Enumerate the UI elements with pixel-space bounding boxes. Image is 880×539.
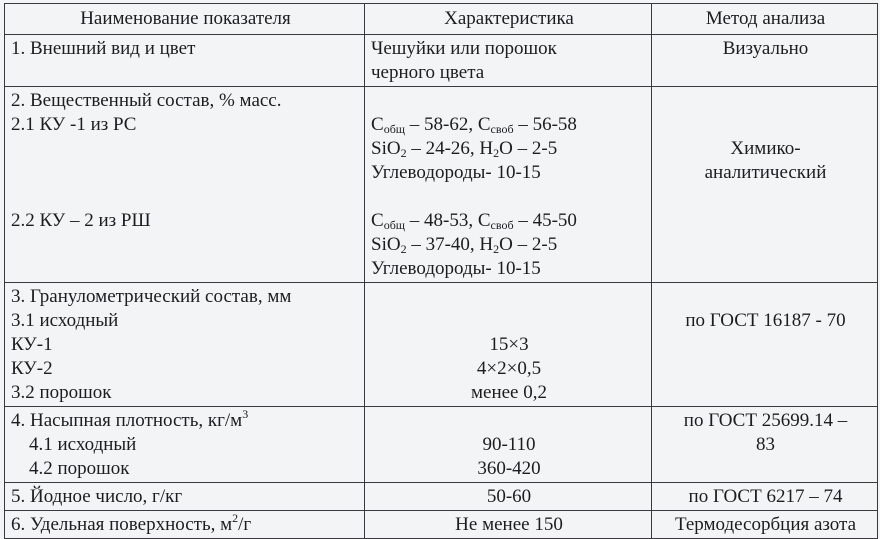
row2-sub2: 2.2 КУ – 2 из РШ (11, 210, 151, 231)
row4-powder-value: 360-420 (477, 458, 541, 479)
row2-method (652, 87, 878, 283)
row3-characteristic (365, 283, 652, 407)
row6-characteristic: Не менее 150 (365, 511, 652, 539)
specification-table (4, 3, 878, 539)
row3-name (5, 283, 365, 407)
row3-ku1: КУ-1 (11, 334, 53, 355)
row4-title: 4. Насыпная плотность, $кг/м^3$ (11, 407, 249, 431)
row2-name (5, 87, 365, 283)
row2-sub1-hydrocarbons: Углеводороды- 10-15 (371, 162, 541, 183)
row5-name: 5. Йодное число, г/кг (5, 483, 365, 511)
row3-method (652, 283, 878, 407)
header-characteristic: Характеристика (365, 4, 652, 35)
row3-sub2: 3.2 порошок (11, 382, 112, 403)
row4-method-line1: по ГОСТ 25699.14 – (683, 410, 848, 431)
row2-method-line1: Химико- (730, 138, 801, 159)
row1-char-line1: Чешуйки или порошок (371, 38, 557, 59)
row4-method (652, 407, 878, 483)
row1-method: Визуально (652, 35, 878, 87)
row3-title: 3. Гранулометрический состав, мм (11, 286, 292, 307)
row3-powder-value: менее 0,2 (471, 382, 547, 403)
row6-method: Термодесорбция азота (652, 511, 878, 539)
row5-characteristic: 50-60 (365, 483, 652, 511)
row2-sub1: 2.1 КУ -1 из РС (11, 114, 137, 135)
row4-method-line2: 83 (756, 434, 775, 455)
row4-name (5, 407, 365, 483)
row2-sub2-hydrocarbons: Углеводороды- 10-15 (371, 258, 541, 279)
row2-sub1-carbon: $C_{общ} - 58-62$, $C_{своб} - 56-58$ (371, 114, 577, 136)
table-row (5, 483, 878, 511)
row3-ku2: КУ-2 (11, 358, 53, 379)
row2-method-line2: аналитический (704, 162, 827, 183)
table-row (5, 407, 878, 483)
row2-title: 2. Вещественный состав, % масс. (11, 90, 282, 111)
row3-ku2-value: 4×2×0,5 (476, 358, 542, 379)
row3-method-text: по ГОСТ 16187 - 70 (685, 310, 846, 331)
row1-name: 1. Внешний вид и цвет (5, 35, 365, 87)
table-row (5, 87, 878, 283)
row3-ku1-value: 15×3 (489, 334, 529, 355)
row1-char-line2: черного цвета (371, 62, 485, 83)
header-method: Метод анализа (652, 4, 878, 35)
row1-characteristic (365, 35, 652, 87)
row2-characteristic (365, 87, 652, 283)
row2-sub2-carbon: $C_{общ} - 48-53$, $C_{своб} - 45-50$ (371, 210, 577, 232)
row3-sub1: 3.1 исходный (11, 310, 119, 331)
table-row (5, 511, 878, 539)
row2-sub1-sio2: SiO$_2$ – 24-26, $H_2O - 2-5$ (371, 138, 558, 160)
row2-sub2-sio2: SiO$_2$ – 37-40, $H_2O - 2-5$ (371, 234, 558, 256)
table-row (5, 35, 878, 87)
row6-name: 6. Удельная поверхность, $м^2/г$ (5, 511, 365, 539)
row5-method: по ГОСТ 6217 – 74 (652, 483, 878, 511)
row4-characteristic (365, 407, 652, 483)
row4-sub2: 4.2 порошок (29, 458, 130, 479)
table-row (5, 283, 878, 407)
row4-sub1: 4.1 исходный (29, 434, 137, 455)
table-header-row (5, 4, 878, 35)
header-name: Наименование показателя (5, 4, 365, 35)
row4-initial-value: 90-110 (482, 434, 536, 455)
